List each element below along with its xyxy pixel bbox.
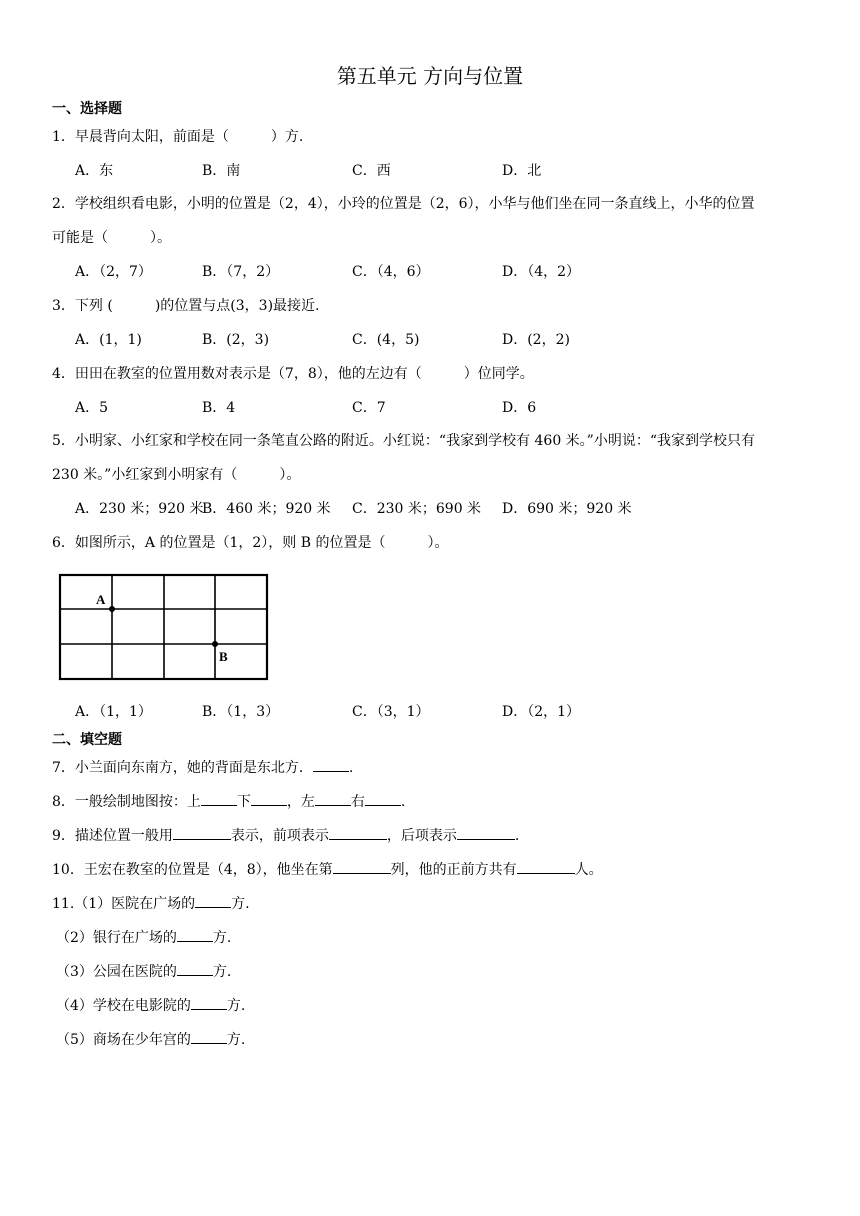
- question-2-line-2: [52, 227, 812, 249]
- question-5-line-2: [52, 464, 812, 486]
- question-11-part-3: [56, 961, 816, 983]
- question-4-text-end: ）位同学。: [463, 366, 534, 382]
- option-c[interactable]: C．（3，1）: [352, 704, 430, 720]
- question-7-end: .: [348, 760, 354, 776]
- option-a[interactable]: A．5: [75, 400, 109, 416]
- point-b-label: B: [219, 649, 228, 664]
- question-11-end: 方.: [226, 1032, 246, 1048]
- answer-blank[interactable]: [251, 791, 287, 806]
- answer-blank[interactable]: [173, 825, 231, 840]
- option-a[interactable]: A．230 米；920 米: [75, 501, 204, 517]
- option-c[interactable]: C．西: [352, 163, 391, 179]
- question-11-part-2: [56, 927, 816, 949]
- option-c[interactable]: C．7: [352, 400, 386, 416]
- section-fill-heading: 二、填空题: [52, 732, 122, 748]
- question-11-end: 方.: [212, 930, 232, 946]
- question-9-text: 表示，前项表示: [230, 828, 329, 844]
- page-title: 第五单元 方向与位置: [336, 64, 524, 88]
- question-11-text: （3）公园在医院的: [56, 964, 177, 980]
- question-6: [52, 532, 812, 554]
- option-b[interactable]: B．(2，3): [202, 332, 270, 348]
- answer-blank[interactable]: [517, 859, 575, 874]
- point-a: [109, 606, 115, 612]
- question-7: [52, 757, 812, 779]
- answer-blank[interactable]: [195, 893, 231, 908]
- question-9: [52, 825, 812, 847]
- option-d[interactable]: D．北: [502, 163, 542, 179]
- question-3-text: 3．下列 (: [52, 298, 113, 314]
- option-b[interactable]: B．（7，2）: [202, 264, 280, 280]
- answer-blank[interactable]: [191, 1029, 227, 1044]
- option-d[interactable]: D．(2，2): [502, 332, 570, 348]
- option-c[interactable]: C．230 米；690 米: [352, 501, 482, 517]
- answer-blank[interactable]: [457, 825, 515, 840]
- question-3-text-end: )的位置与点(3，3)最接近.: [154, 298, 320, 314]
- answer-blank[interactable]: [315, 791, 351, 806]
- point-b: [212, 641, 218, 647]
- question-8: [52, 791, 812, 813]
- option-d[interactable]: D．（2，1）: [502, 704, 581, 720]
- question-9-text: 9．描述位置一般用: [52, 828, 173, 844]
- position-grid: [58, 572, 272, 684]
- answer-blank[interactable]: [329, 825, 387, 840]
- answer-blank[interactable]: [333, 859, 391, 874]
- answer-blank[interactable]: [177, 961, 213, 976]
- answer-blank[interactable]: [313, 757, 349, 772]
- option-c[interactable]: C．（4，6）: [352, 264, 430, 280]
- question-5-text: 230 米。”小红家到小明家有（: [52, 467, 238, 483]
- question-11-text: （5）商场在少年宫的: [56, 1032, 191, 1048]
- option-a[interactable]: A．（2，7）: [75, 264, 152, 280]
- question-8-text: 8．一般绘制地图按：上: [52, 794, 201, 810]
- position-grid-figure: [58, 572, 272, 684]
- question-11-part-4: [56, 995, 816, 1017]
- question-9-end: .: [514, 828, 520, 844]
- question-7-text: 7．小兰面向东南方，她的背面是东北方．: [52, 760, 313, 776]
- option-b[interactable]: B．460 米；920 米: [202, 501, 331, 517]
- section-choice-heading: 一、选择题: [52, 101, 122, 117]
- option-a[interactable]: A．东: [75, 163, 114, 179]
- answer-blank[interactable]: [201, 791, 237, 806]
- option-a[interactable]: A．（1，1）: [75, 704, 152, 720]
- question-11-part-5: [56, 1029, 816, 1051]
- question-2-text-end: ）。: [150, 230, 171, 246]
- question-11-end: 方.: [226, 998, 246, 1014]
- option-b[interactable]: B．4: [202, 400, 236, 416]
- question-8-end: .: [400, 794, 406, 810]
- question-1-text: 1．早晨背向太阳，前面是（: [52, 129, 229, 145]
- question-10-end: 人。: [574, 862, 603, 878]
- question-8-text: ，左: [286, 794, 315, 810]
- answer-blank[interactable]: [191, 995, 227, 1010]
- option-d[interactable]: D．6: [502, 400, 537, 416]
- question-1: [52, 126, 812, 148]
- question-11-end: 方.: [231, 896, 250, 912]
- question-10-text: 列，他的正前方共有: [390, 862, 517, 878]
- question-10: [52, 859, 812, 881]
- option-d[interactable]: D．（4，2）: [502, 264, 581, 280]
- question-2-text: 可能是（: [52, 230, 108, 246]
- question-11-text: 11.（1）医院在广场的: [52, 896, 196, 912]
- question-4: [52, 363, 812, 385]
- question-4-text: 4．田田在教室的位置用数对表示是（7，8），他的左边有（: [52, 366, 422, 382]
- question-2-line-1: 2．学校组织看电影，小明的位置是（2，4），小玲的位置是（2，6），小华与他们坐在同一条直线上，小华的位置: [52, 196, 755, 212]
- option-c[interactable]: C．(4，5): [352, 332, 420, 348]
- question-3: [52, 295, 812, 317]
- question-6-text-end: ）。: [427, 535, 449, 551]
- answer-blank[interactable]: [365, 791, 401, 806]
- answer-blank[interactable]: [177, 927, 213, 942]
- question-9-text: ，后项表示: [386, 828, 457, 844]
- option-d[interactable]: D．690 米；920 米: [502, 501, 632, 517]
- question-11-end: 方.: [212, 964, 232, 980]
- question-8-text: 右: [350, 794, 365, 810]
- question-1-text-end: ）方.: [270, 129, 304, 145]
- question-6-text: 6．如图所示，A 的位置是（1，2），则 B 的位置是（: [52, 535, 386, 551]
- question-5-text-end: ）。: [279, 467, 301, 483]
- question-11-part-1: [52, 893, 812, 915]
- option-a[interactable]: A．(1，1): [75, 332, 142, 348]
- question-8-text: 下: [236, 794, 251, 810]
- question-11-text: （2）银行在广场的: [56, 930, 177, 946]
- option-b[interactable]: B．南: [202, 163, 241, 179]
- question-10-text: 10．王宏在教室的位置是（4，8），他坐在第: [52, 862, 333, 878]
- option-b[interactable]: B．（1，3）: [202, 704, 280, 720]
- question-11-text: （4）学校在电影院的: [56, 998, 191, 1014]
- question-5-line-1: 5．小明家、小红家和学校在同一条笔直公路的附近。小红说：“我家到学校有 460 米。”小明说：“我家到学校只有: [52, 433, 755, 449]
- point-a-label: A: [96, 592, 106, 607]
